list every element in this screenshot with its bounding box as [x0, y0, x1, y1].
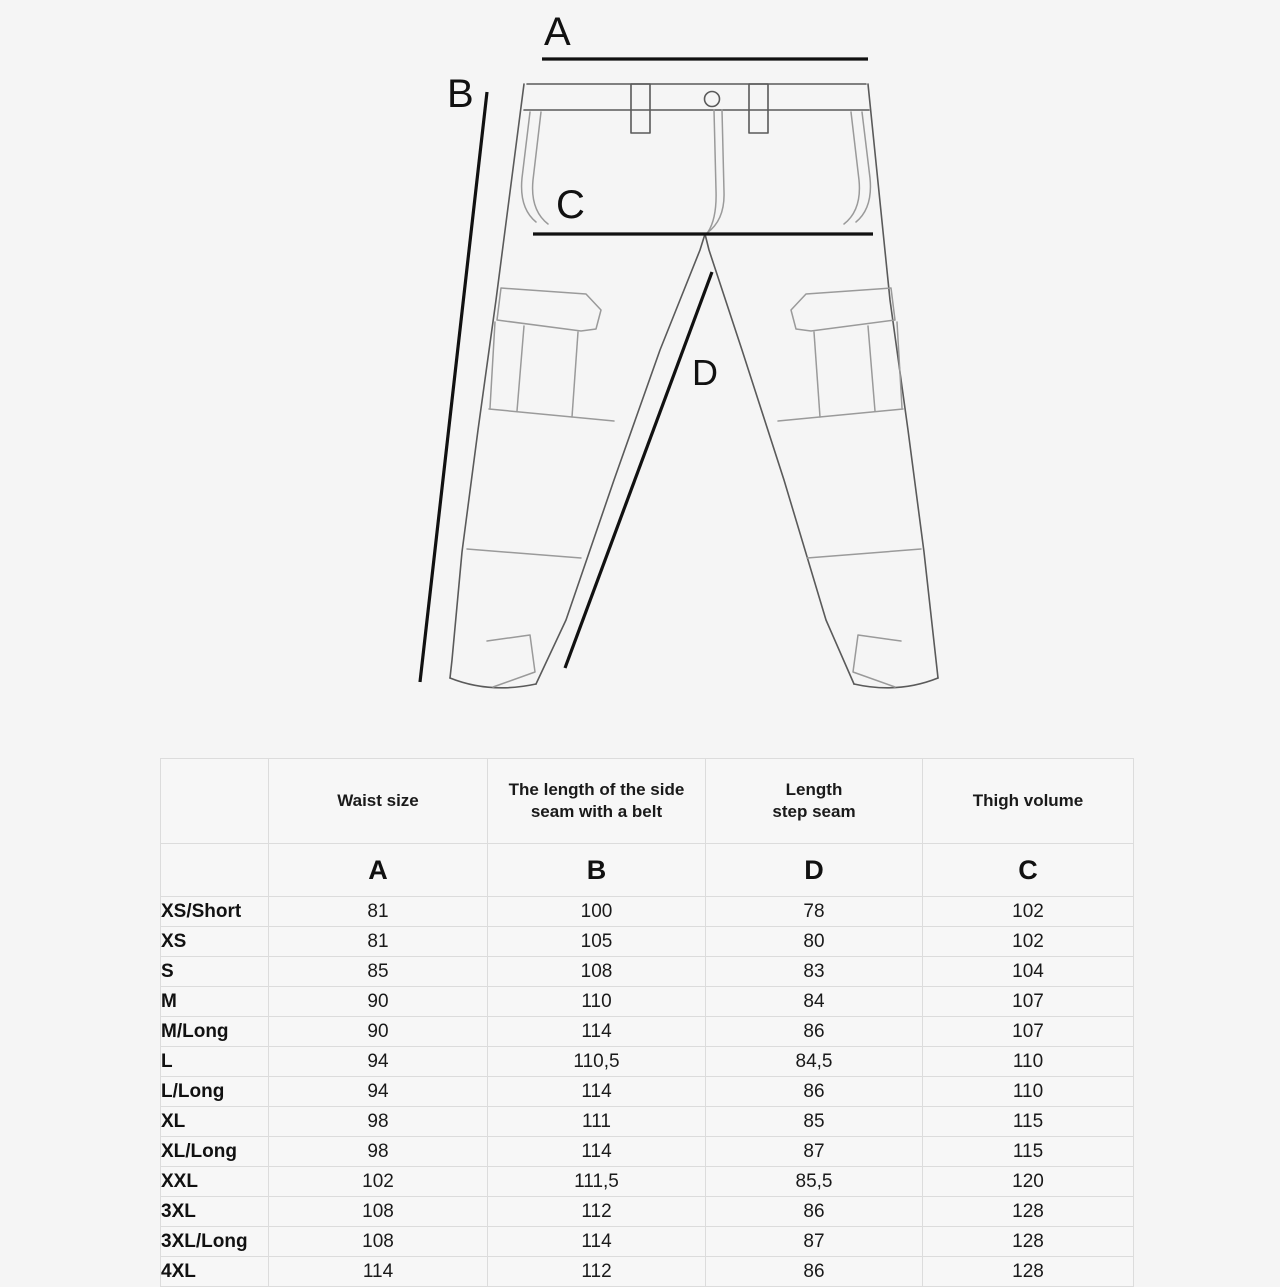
- row-value-b: 105: [488, 927, 706, 957]
- letter-a: A: [269, 844, 488, 897]
- row-value-d: 87: [706, 1137, 923, 1167]
- header-step-seam-length: [706, 759, 923, 844]
- row-value-d: 86: [706, 1257, 923, 1287]
- letter-c: C: [923, 844, 1134, 897]
- right-inseam: [705, 234, 854, 684]
- row-value-a: 85: [269, 957, 488, 987]
- right-outer-seam: [868, 84, 938, 678]
- header-step-seam-length-line2: step seam: [772, 802, 856, 821]
- row-value-d: 84,5: [706, 1047, 923, 1077]
- letter-d: D: [706, 844, 923, 897]
- right-cargo-pocket-pleat-2: [814, 332, 820, 417]
- row-size-label: S: [161, 957, 269, 987]
- row-size-label: XS: [161, 927, 269, 957]
- left-outer-seam: [450, 84, 524, 678]
- row-value-c: 128: [923, 1197, 1134, 1227]
- right-cargo-pocket-body: [897, 322, 902, 408]
- row-value-c: 128: [923, 1257, 1134, 1287]
- row-value-c: 120: [923, 1167, 1134, 1197]
- row-value-d: 86: [706, 1077, 923, 1107]
- table-row: [161, 1197, 1134, 1227]
- row-size-label: XXL: [161, 1167, 269, 1197]
- measure-label-a: A: [544, 10, 571, 54]
- left-cargo-pocket-flap: [497, 288, 601, 331]
- row-value-c: 104: [923, 957, 1134, 987]
- row-value-b: 110,5: [488, 1047, 706, 1077]
- row-value-d: 87: [706, 1227, 923, 1257]
- row-value-d: 78: [706, 897, 923, 927]
- table-row: [161, 927, 1134, 957]
- row-value-c: 115: [923, 1107, 1134, 1137]
- row-value-c: 107: [923, 987, 1134, 1017]
- letter-size-blank: [161, 844, 269, 897]
- header-side-seam-length: [488, 759, 706, 844]
- row-value-c: 107: [923, 1017, 1134, 1047]
- row-value-b: 112: [488, 1197, 706, 1227]
- table-row: [161, 1257, 1134, 1287]
- left-cargo-pocket-bottom: [489, 409, 614, 421]
- right-knee-seam: [807, 549, 921, 558]
- row-size-label: XL: [161, 1107, 269, 1137]
- row-value-c: 102: [923, 897, 1134, 927]
- row-value-b: 108: [488, 957, 706, 987]
- row-value-a: 108: [269, 1227, 488, 1257]
- right-cargo-pocket-pleat-1: [868, 326, 875, 411]
- row-value-a: 114: [269, 1257, 488, 1287]
- row-value-a: 94: [269, 1077, 488, 1107]
- row-size-label: M: [161, 987, 269, 1017]
- left-cargo-pocket-pleat-2: [572, 332, 578, 417]
- row-value-b: 114: [488, 1077, 706, 1107]
- row-value-b: 111,5: [488, 1167, 706, 1197]
- row-size-label: 4XL: [161, 1257, 269, 1287]
- table-row: [161, 987, 1134, 1017]
- fly-line-outer: [708, 110, 716, 232]
- left-knee-seam: [467, 549, 581, 558]
- row-size-label: 3XL: [161, 1197, 269, 1227]
- row-value-a: 81: [269, 927, 488, 957]
- row-value-c: 115: [923, 1137, 1134, 1167]
- row-value-a: 102: [269, 1167, 488, 1197]
- table-row: [161, 1077, 1134, 1107]
- table-header-row: [161, 759, 1134, 844]
- row-size-label: M/Long: [161, 1017, 269, 1047]
- letter-b: B: [488, 844, 706, 897]
- row-value-d: 85,5: [706, 1167, 923, 1197]
- right-hem: [854, 678, 938, 688]
- row-value-c: 110: [923, 1077, 1134, 1107]
- table-row: [161, 1137, 1134, 1167]
- row-size-label: 3XL/Long: [161, 1227, 269, 1257]
- header-side-seam-length-line2: seam with a belt: [530, 802, 663, 821]
- row-value-d: 80: [706, 927, 923, 957]
- row-value-b: 100: [488, 897, 706, 927]
- measure-label-b: B: [447, 72, 474, 116]
- row-value-b: 114: [488, 1137, 706, 1167]
- size-chart-table: [160, 758, 1134, 1287]
- row-value-c: 110: [923, 1047, 1134, 1077]
- table-row: [161, 1227, 1134, 1257]
- measure-label-c: C: [556, 183, 585, 227]
- header-waist-size: Waist size: [269, 759, 488, 844]
- row-value-b: 114: [488, 1227, 706, 1257]
- row-value-b: 111: [488, 1107, 706, 1137]
- left-hip-pocket-inner: [533, 112, 548, 224]
- row-value-a: 90: [269, 1017, 488, 1047]
- row-size-label: L/Long: [161, 1077, 269, 1107]
- row-size-label: XL/Long: [161, 1137, 269, 1167]
- table-row: [161, 1107, 1134, 1137]
- row-value-b: 110: [488, 987, 706, 1017]
- right-cargo-pocket-flap: [791, 288, 895, 331]
- row-value-a: 108: [269, 1197, 488, 1227]
- belt-loop-left: [631, 84, 650, 133]
- header-step-seam-length-line1: Length: [785, 779, 843, 799]
- row-value-d: 83: [706, 957, 923, 987]
- measure-line-d: [565, 272, 712, 668]
- row-value-d: 85: [706, 1107, 923, 1137]
- row-size-label: L: [161, 1047, 269, 1077]
- table-row: [161, 897, 1134, 927]
- header-size-blank: [161, 759, 269, 844]
- table-row: [161, 1017, 1134, 1047]
- right-hem-panel: [853, 635, 901, 687]
- row-size-label: XS/Short: [161, 897, 269, 927]
- left-inseam: [536, 234, 705, 684]
- row-value-a: 98: [269, 1137, 488, 1167]
- table-row: [161, 957, 1134, 987]
- row-value-d: 84: [706, 987, 923, 1017]
- left-hem-panel: [487, 635, 535, 687]
- measure-line-b: [420, 92, 487, 682]
- table-row: [161, 1047, 1134, 1077]
- row-value-a: 81: [269, 897, 488, 927]
- waistband-button-icon: [705, 92, 720, 107]
- row-value-d: 86: [706, 1197, 923, 1227]
- right-hip-pocket-inner: [844, 112, 859, 224]
- row-value-b: 114: [488, 1017, 706, 1047]
- row-value-a: 98: [269, 1107, 488, 1137]
- row-value-c: 102: [923, 927, 1134, 957]
- header-side-seam-length-line1: The length of the side: [508, 779, 685, 799]
- row-value-a: 90: [269, 987, 488, 1017]
- row-value-a: 94: [269, 1047, 488, 1077]
- measure-label-d: D: [692, 352, 718, 393]
- table-row: [161, 1167, 1134, 1197]
- row-value-b: 112: [488, 1257, 706, 1287]
- table-letter-row: [161, 844, 1134, 897]
- belt-loop-right: [749, 84, 768, 133]
- right-cargo-pocket-bottom: [778, 409, 903, 421]
- left-cargo-pocket-pleat-1: [517, 326, 524, 411]
- table-body: [161, 897, 1134, 1287]
- size-chart-table-container: [160, 758, 1133, 1287]
- row-value-d: 86: [706, 1017, 923, 1047]
- header-thigh-volume: Thigh volume: [923, 759, 1134, 844]
- row-value-c: 128: [923, 1227, 1134, 1257]
